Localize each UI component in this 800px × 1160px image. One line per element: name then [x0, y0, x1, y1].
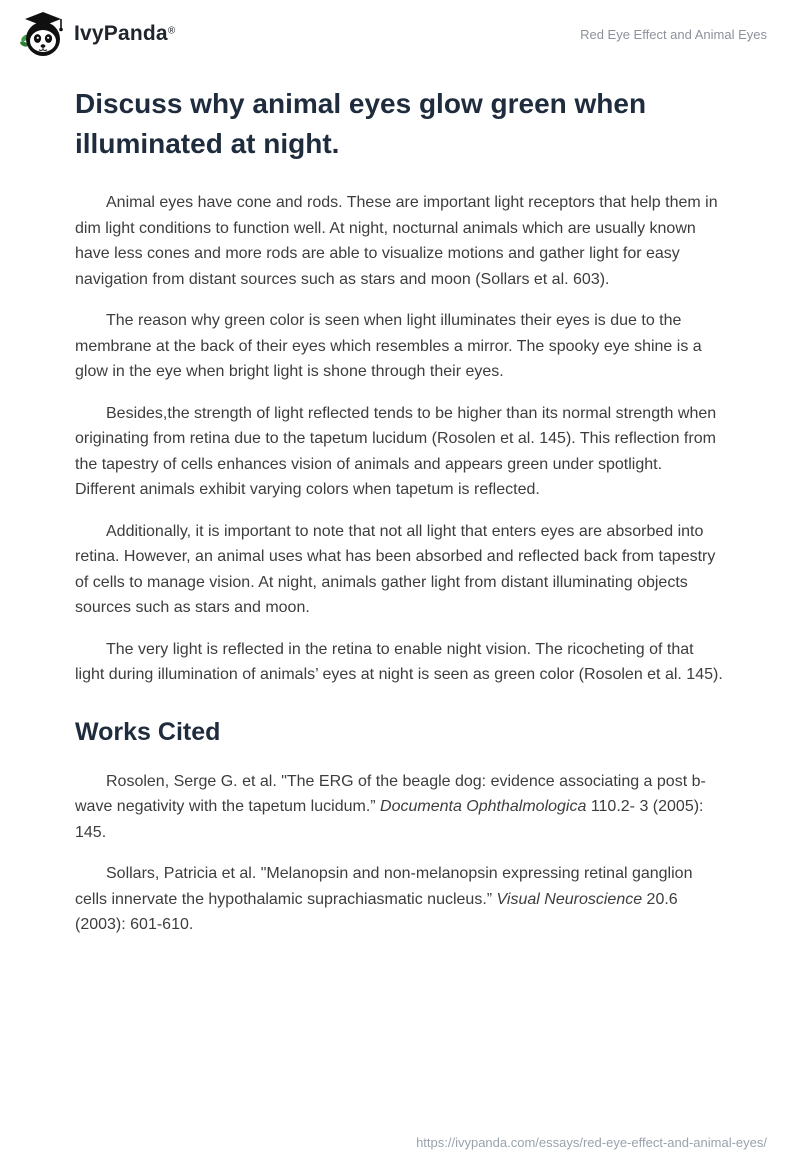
essay-title: Discuss why animal eyes glow green when illuminated at night.	[75, 88, 647, 159]
essay-paragraph: Animal eyes have cone and rods. These are important light receptors that help them in dim light conditions to function well. At night, nocturnal animals which are usually known have less cones and more rods are able to visualize motions and gather light for easy navigation from distant sources such as stars and moon (Sollars et al. 603).	[75, 194, 718, 288]
works-cited-heading: Works Cited	[75, 717, 221, 746]
essay-paragraph: The very light is reflected in the retina to enable night vision. The ricocheting of that light during illumination of animals’ eyes at night is seen as green color (Rosolen et al. 145).	[75, 640, 723, 683]
essay-paragraph: Besides,the strength of light reflected tends to be higher than its normal strength when originating from retina due to the tapetum lucidum (Rosolen et al. 145). This reflection from the tapestry of cells enhances vision of animals and appears green under spotlight. Different animals exhibit varying colors when tapetum is reflected.	[75, 404, 717, 498]
footer-source-url: https://ivypanda.com/essays/red-eye-effect-and-animal-eyes/	[416, 1135, 767, 1150]
ivypanda-logo[interactable]	[20, 11, 175, 58]
citation-journal: Documenta Ophthalmologica	[380, 798, 587, 815]
essay-paragraph: Additionally, it is important to note that not all light that enters eyes are absorbed into retina. However, an animal uses what has been absorbed and reflected back from tapestry of cells to manage vision. At night, animals gather light from distant illuminating objects sources such as stars and moon.	[75, 522, 716, 616]
ivypanda-panda-icon	[20, 11, 64, 58]
essay-paragraph: The reason why green color is seen when light illuminates their eyes is due to the membrane at the back of their eyes which resembles a mirror. The spooky eye shine is a glow in the eye when bright light is shone through their eyes.	[75, 312, 702, 380]
header-document-title: Red Eye Effect and Animal Eyes	[580, 26, 767, 42]
page-header	[0, 0, 800, 58]
citation-text: Rosolen, Serge G. et al. "The ERG of the beagle dog: evidence associating a post b- wave negativity with the tapetum lucidum.”	[75, 772, 706, 815]
citation-text: Sollars, Patricia et al. "Melanopsin and non-melanopsin expressing retinal ganglion cells innervate the hypothalamic suprachiasmatic nucleus.”	[75, 865, 693, 908]
registered-mark: ®	[167, 25, 176, 37]
citation-entry	[75, 769, 725, 846]
citation-entry	[75, 861, 725, 938]
citation-journal: Visual Neuroscience	[496, 890, 643, 908]
citation-text: 20.6 (2003): 601-610.	[75, 890, 678, 933]
brand-text: IvyPanda	[74, 22, 168, 45]
citation-text: 110.2- 3 (2005): 145.	[75, 798, 704, 841]
ivypanda-wordmark	[74, 22, 175, 46]
essay-content	[0, 84, 800, 938]
